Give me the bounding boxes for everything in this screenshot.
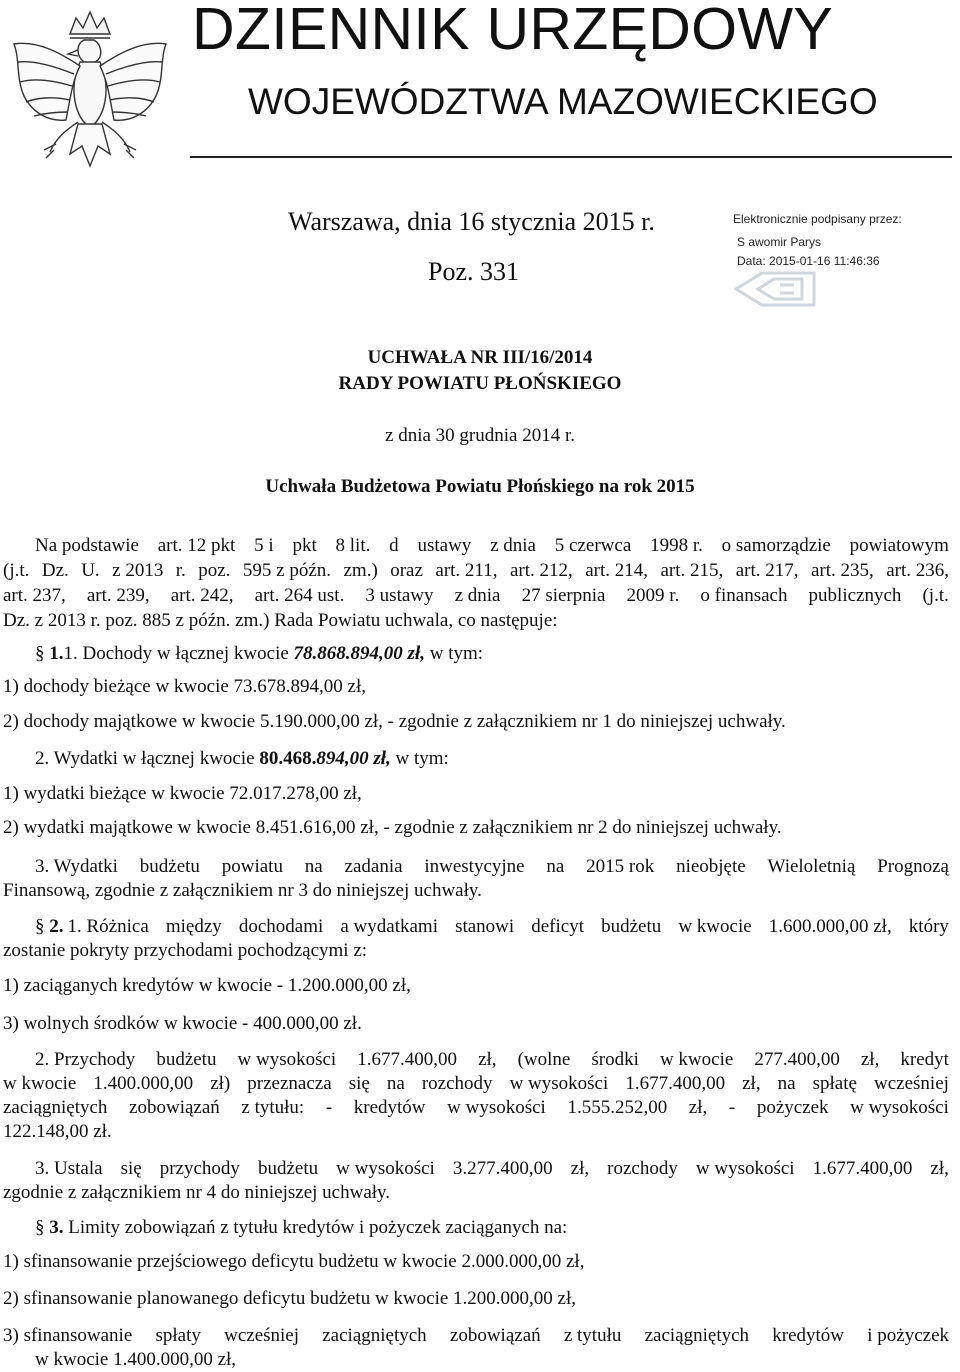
word: art. 264 ust. xyxy=(254,585,345,606)
word: się xyxy=(348,1073,370,1094)
word: art. 239, xyxy=(86,585,150,606)
section-1-number: 1. xyxy=(49,643,64,664)
resolution-title: Uchwała Budżetowa Powiatu Płońskiego na rok 2015 xyxy=(265,476,695,497)
word: ustawy xyxy=(417,535,472,556)
section-3-intro-text: Limity zobowiązań z tytułu kredytów i pożyczek zaciąganych na: xyxy=(63,1217,568,1238)
preamble-line-1 xyxy=(35,534,949,558)
section-2-item-2-line-3 xyxy=(3,1096,949,1120)
word: r. xyxy=(175,560,186,581)
section-1-item-2-text: 2. Wydatki w łącznej kwocie xyxy=(35,748,260,769)
section-3-item-3-line-1 xyxy=(3,1324,949,1348)
word: art. 235, xyxy=(810,560,874,581)
word: w wysokości xyxy=(237,1049,337,1070)
word: 8 lit. xyxy=(335,535,371,556)
word: art. 237, xyxy=(3,585,66,606)
word: Na podstawie xyxy=(35,535,139,556)
section-2-heading: § 2. xyxy=(35,916,64,937)
word: zł, xyxy=(688,1097,708,1118)
word: 3) sfinansowanie xyxy=(3,1325,133,1346)
word: na xyxy=(546,856,565,877)
word: w wysokości xyxy=(447,1097,546,1118)
word: spłatę xyxy=(812,1073,857,1094)
section-2-item-1-line-2: zostanie pokryty przychodami pochodzącymi z: xyxy=(3,940,368,961)
word: i pożyczek xyxy=(867,1325,949,1346)
word: 1. Różnica xyxy=(67,916,149,937)
word: spłaty xyxy=(155,1325,201,1346)
word: w kwocie xyxy=(659,1049,734,1070)
word: 5 i xyxy=(254,535,274,556)
resolution-number: UCHWAŁA NR III/16/2014 xyxy=(367,347,593,368)
word: 1.677.400,00 xyxy=(812,1158,913,1179)
word: art. 212, xyxy=(509,560,573,581)
word: zł, xyxy=(860,1049,880,1070)
word: 3. Wydatki xyxy=(35,856,118,877)
word: poz. xyxy=(198,560,231,581)
word: budżetu xyxy=(139,856,200,877)
loans-source: 1) zaciąganych kredytów w kwocie - 1.200.000,00 zł, xyxy=(3,975,411,996)
expense-total: 894,00 zł, xyxy=(316,748,391,769)
word: publicznych xyxy=(808,585,902,606)
preamble-line-2 xyxy=(3,559,949,583)
section-marker: § xyxy=(35,643,50,664)
section-3-item-3-line-2: w kwocie 1.400.000,00 zł, xyxy=(35,1349,237,1370)
word: 3. Ustala xyxy=(35,1158,103,1179)
word: przychody xyxy=(159,1158,240,1179)
section-2-number: 2. xyxy=(49,916,64,937)
word: zł, xyxy=(930,1158,949,1179)
word: między xyxy=(165,916,222,937)
word: (wolne xyxy=(517,1049,571,1070)
word: a wydatkami xyxy=(340,916,438,937)
polish-eagle-emblem xyxy=(4,4,176,186)
word: kredytów xyxy=(772,1325,845,1346)
preamble-line-3 xyxy=(3,584,949,608)
word: 1.400.000,00 xyxy=(93,1073,194,1094)
section-1-item-1-tail: w tym: xyxy=(424,643,484,664)
word: powiatu xyxy=(221,856,283,877)
word: zł, xyxy=(478,1049,497,1070)
word: 5 czerwca xyxy=(554,535,632,556)
resolution-date: z dnia 30 grudnia 2014 r. xyxy=(385,425,575,446)
word: - xyxy=(728,1097,736,1118)
word: oraz xyxy=(390,560,423,581)
word: Wieloletnią xyxy=(767,856,856,877)
word: budżetu xyxy=(257,1158,319,1179)
word: 2015 rok xyxy=(586,856,655,877)
word: dochodami xyxy=(238,916,324,937)
word: na xyxy=(386,1073,405,1094)
word: w kwocie xyxy=(678,916,752,937)
word: 1.555.252,00 xyxy=(567,1097,668,1118)
word: 1.677.400,00 xyxy=(625,1073,726,1094)
word: 2009 r. xyxy=(626,585,680,606)
word: z tytułu: xyxy=(241,1097,305,1118)
word: budżetu xyxy=(601,916,662,937)
limit-transitional-deficit: 1) sfinansowanie przejściowego deficytu budżetu w kwocie 2.000.000,00 zł, xyxy=(3,1251,585,1272)
word: stanowi xyxy=(455,916,515,937)
current-expenses: 1) wydatki bieżące w kwocie 72.017.278,00 zł, xyxy=(3,783,362,804)
word: inwestycyjne xyxy=(424,856,525,877)
word: o finansach xyxy=(700,585,788,606)
masthead-rule xyxy=(190,156,952,158)
word: na xyxy=(304,856,323,877)
issue-position: Poz. 331 xyxy=(428,257,519,286)
word: powiatowym xyxy=(849,535,949,556)
word: z dnia xyxy=(454,585,501,606)
word: przeznacza xyxy=(247,1073,332,1094)
section-1-item-1 xyxy=(35,642,483,666)
word: który xyxy=(908,916,949,937)
section-2-item-3-line-1 xyxy=(35,1157,949,1181)
expense-total-lead: 80.468. xyxy=(259,748,317,769)
issue-date: Warszawa, dnia 16 stycznia 2015 r. xyxy=(288,207,655,236)
masthead-title: DZIENNIK URZĘDOWY xyxy=(192,0,833,62)
section-2-item-2-line-1 xyxy=(35,1048,949,1072)
word: U. xyxy=(81,560,100,581)
limit-planned-deficit: 2) sfinansowanie planowanego deficytu budżetu w kwocie 1.200.000,00 zł, xyxy=(3,1288,577,1309)
word: art. 215, xyxy=(660,560,724,581)
word: rozchody xyxy=(421,1073,493,1094)
section-3-intro xyxy=(35,1216,567,1240)
word: art. 217, xyxy=(735,560,799,581)
word: 27 sierpnia xyxy=(521,585,606,606)
word: wcześniej xyxy=(224,1325,300,1346)
word: wcześniej xyxy=(874,1073,949,1094)
word: się xyxy=(120,1158,142,1179)
income-total: 78.868.894,00 zł, xyxy=(293,643,425,664)
section-1-item-3-line-2: Finansową, zgodnie z załącznikiem nr 3 do niniejszej uchwały. xyxy=(3,880,482,901)
word: zł, xyxy=(742,1073,761,1094)
word: o samorządzie xyxy=(721,535,831,556)
word: zaciągniętych xyxy=(3,1097,108,1118)
word: Prognozą xyxy=(877,856,949,877)
resolution-council: RADY POWIATU PŁOŃSKIEGO xyxy=(338,373,622,394)
word: w wysokości xyxy=(509,1073,609,1094)
electronic-signature xyxy=(730,212,955,312)
word: Dz. xyxy=(41,560,69,581)
word: nieobjęte xyxy=(676,856,746,877)
section-1-item-2-tail: w tym: xyxy=(390,748,449,769)
word: w kwocie xyxy=(3,1073,77,1094)
word: - xyxy=(325,1097,333,1118)
word: 1.600.000,00 zł, xyxy=(768,916,892,937)
word: 2. Przychody xyxy=(35,1049,136,1070)
signature-date: Data: 2015-01-16 11:46:36 xyxy=(737,254,880,268)
masthead-subtitle: WOJEWÓDZTWA MAZOWIECKIEGO xyxy=(248,81,878,122)
word: 3 ustawy xyxy=(365,585,434,606)
word: zaciągniętych xyxy=(644,1325,750,1346)
section-1-item-1-text: 1. Dochody w łącznej kwocie xyxy=(63,643,294,664)
word: art. 12 pkt xyxy=(157,535,236,556)
section-1-item-2 xyxy=(35,747,449,771)
word: deficyt xyxy=(531,916,585,937)
word: (j.t. xyxy=(922,585,949,606)
word: na xyxy=(777,1073,796,1094)
signature-watermark xyxy=(732,267,822,311)
word: art. 242, xyxy=(170,585,234,606)
word: z dnia xyxy=(490,535,536,556)
word: zł) xyxy=(210,1073,231,1094)
section-2-item-2-line-2 xyxy=(3,1072,949,1096)
word: budżetu xyxy=(156,1049,217,1070)
word: 277.400,00 xyxy=(754,1049,840,1070)
word: z tytułu xyxy=(563,1325,622,1346)
word: art. 214, xyxy=(585,560,648,581)
word: pożyczek xyxy=(756,1097,829,1118)
word: rozchody xyxy=(607,1158,678,1179)
word: 3.277.400,00 xyxy=(452,1158,553,1179)
word: 1.677.400,00 xyxy=(357,1049,458,1070)
section-2-item-2-line-4: 122.148,00 zł. xyxy=(3,1121,112,1142)
capital-expenses: 2) wydatki majątkowe w kwocie 8.451.616,00 zł, - zgodnie z załącznikiem nr 2 do niniejszej uchwały. xyxy=(3,817,782,838)
word: (j.t. xyxy=(3,560,30,581)
section-3-number: 3. xyxy=(49,1217,64,1238)
word: z 2013 xyxy=(112,560,164,581)
word: w wysokości xyxy=(336,1158,435,1179)
word: zadania xyxy=(344,856,403,877)
word: zobowiązań xyxy=(129,1097,220,1118)
word: zł, xyxy=(570,1158,590,1179)
word: środki xyxy=(591,1049,639,1070)
word: zobowiązań xyxy=(449,1325,541,1346)
word: w wysokości xyxy=(695,1158,795,1179)
word: kredyt xyxy=(900,1049,949,1070)
word: zaciągniętych xyxy=(322,1325,427,1346)
section-2-item-3-line-2: zgodnie z załącznikiem nr 4 do niniejszej uchwały. xyxy=(3,1182,391,1203)
signature-label: Elektronicznie podpisany przez: xyxy=(733,212,902,226)
word: zm.) xyxy=(343,560,378,581)
section-marker: § xyxy=(35,1217,50,1238)
preamble-line-4: Dz. z 2013 r. poz. 885 z późn. zm.) Rada Powiatu uchwala, co następuje: xyxy=(3,610,558,631)
word: w wysokości xyxy=(850,1097,949,1118)
current-income: 1) dochody bieżące w kwocie 73.678.894,00 zł, xyxy=(3,676,367,697)
word: kredytów xyxy=(353,1097,426,1118)
section-2-item-1-line-1 xyxy=(35,915,949,939)
word: 1998 r. xyxy=(650,535,703,556)
word: 595 z późn. xyxy=(242,560,332,581)
word: pkt xyxy=(292,535,317,556)
section-1-item-3-line-1 xyxy=(35,855,949,879)
signature-signer: S awomir Parys xyxy=(737,235,822,249)
word: art. 236, xyxy=(886,560,949,581)
free-funds-source: 3) wolnych środków w kwocie - 400.000,00 zł. xyxy=(3,1013,362,1034)
capital-income: 2) dochody majątkowe w kwocie 5.190.000,00 zł, - zgodnie z załącznikiem nr 1 do niniejszej uchwały. xyxy=(3,711,786,732)
word: d xyxy=(389,535,399,556)
word: art. 211, xyxy=(435,560,498,581)
